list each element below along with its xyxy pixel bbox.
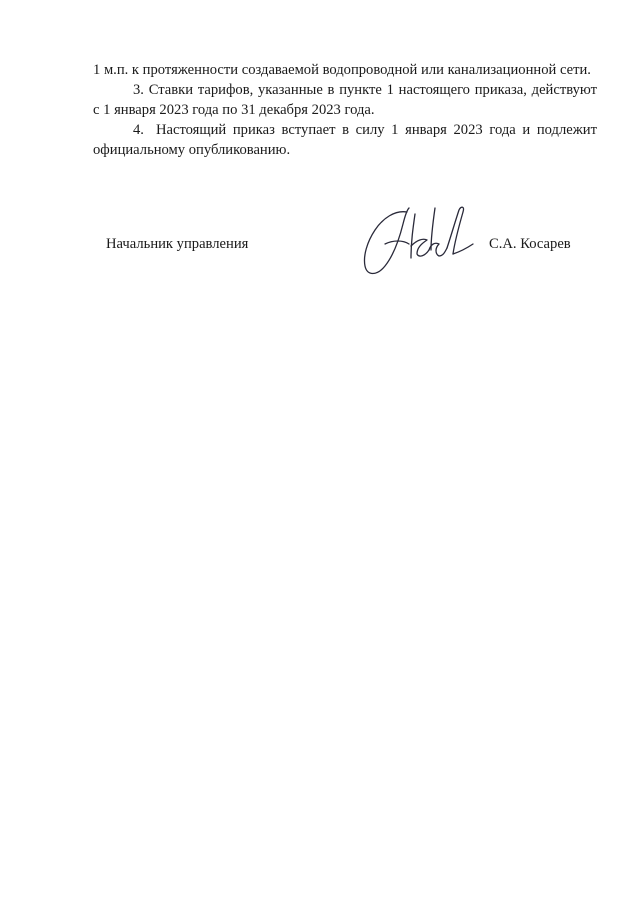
paragraph-item-4-text: Настоящий приказ вступает в силу 1 января 2023 года и подлежит официальному опубликованию. <box>93 122 597 158</box>
paragraph-continuation: 1 м.п. к протяженности создаваемой водопроводной или канализационной сети. <box>93 62 591 78</box>
paragraph-item-3: 3. Ставки тарифов, указанные в пункте 1 настоящего приказа, действуют с 1 января 2023 года по 31 декабря 2023 года. <box>93 82 597 118</box>
signatory-position: Начальник управления <box>106 236 249 252</box>
signature-block <box>0 0 638 300</box>
handwritten-signature <box>355 200 480 285</box>
signatory-name: С.А. Косарев <box>489 236 571 252</box>
paragraph-item-4-number: 4. <box>133 122 144 138</box>
